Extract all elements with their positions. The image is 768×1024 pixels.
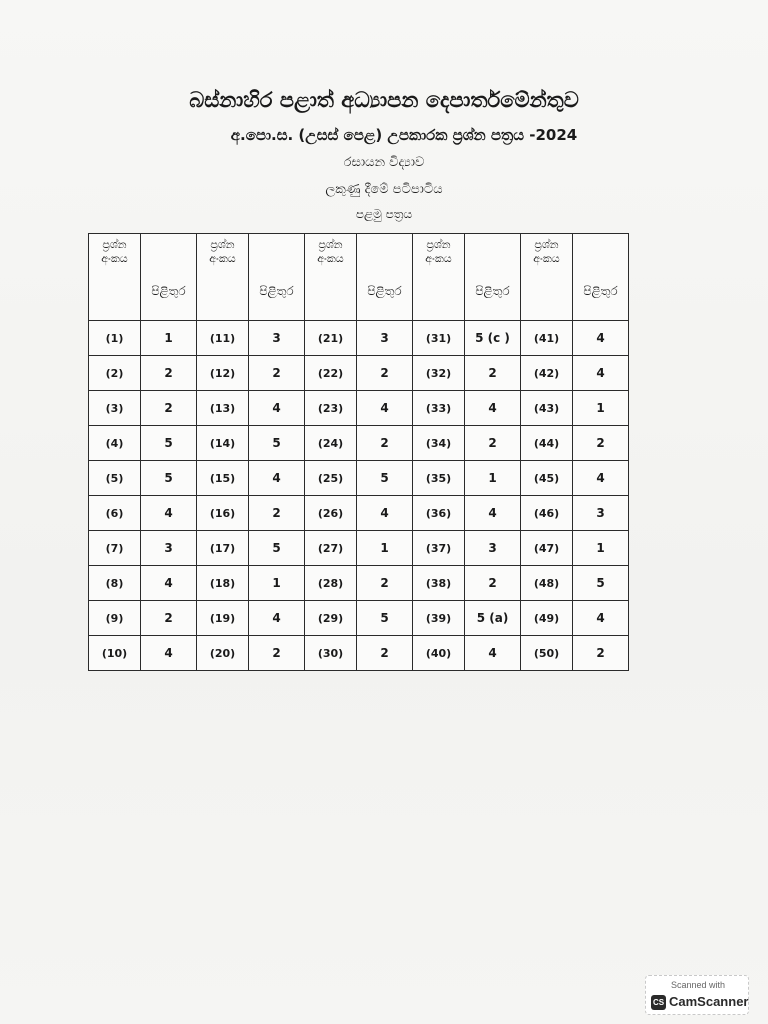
question-number-cell: (4) bbox=[89, 426, 141, 461]
camscanner-badge bbox=[645, 975, 749, 1015]
answer-cell: 4 bbox=[249, 391, 305, 426]
answer-cell: 4 bbox=[465, 391, 521, 426]
question-number-cell: (11) bbox=[197, 321, 249, 356]
question-number-cell: (29) bbox=[305, 601, 357, 636]
question-number-cell: (8) bbox=[89, 566, 141, 601]
question-number-cell: (48) bbox=[521, 566, 573, 601]
answer-cell: 5 bbox=[357, 601, 413, 636]
answer-header: පිළිතුර bbox=[573, 234, 629, 321]
question-number-cell: (9) bbox=[89, 601, 141, 636]
question-number-cell: (24) bbox=[305, 426, 357, 461]
camscanner-logo-icon: CS bbox=[651, 995, 666, 1010]
subject-title: රසායන විද්‍යාව bbox=[343, 155, 425, 170]
question-number-cell: (5) bbox=[89, 461, 141, 496]
table-row bbox=[89, 601, 629, 636]
table-row bbox=[89, 426, 629, 461]
question-number-cell: (20) bbox=[197, 636, 249, 671]
question-number-cell: (16) bbox=[197, 496, 249, 531]
answer-cell: 5 bbox=[141, 426, 197, 461]
answer-cell: 1 bbox=[141, 321, 197, 356]
question-number-cell: (13) bbox=[197, 391, 249, 426]
question-number-cell: (17) bbox=[197, 531, 249, 566]
answer-cell: 2 bbox=[357, 426, 413, 461]
table-body bbox=[89, 321, 629, 671]
question-number-cell: (42) bbox=[521, 356, 573, 391]
answer-cell: 1 bbox=[573, 531, 629, 566]
question-number-cell: (26) bbox=[305, 496, 357, 531]
answer-cell: 2 bbox=[249, 356, 305, 391]
answer-cell: 4 bbox=[141, 566, 197, 601]
table-row bbox=[89, 496, 629, 531]
answer-cell: 2 bbox=[357, 636, 413, 671]
exam-title: අ.පො.ස. (උසස් පෙළ) උපකාරක ප්‍රශ්න පත්‍රය -2024 bbox=[230, 126, 578, 144]
question-number-cell: (10) bbox=[89, 636, 141, 671]
answer-cell: 3 bbox=[249, 321, 305, 356]
question-number-cell: (30) bbox=[305, 636, 357, 671]
table-row bbox=[89, 566, 629, 601]
question-number-cell: (49) bbox=[521, 601, 573, 636]
table-row bbox=[89, 531, 629, 566]
question-number-cell: (25) bbox=[305, 461, 357, 496]
answer-header: පිළිතුර bbox=[141, 234, 197, 321]
question-number-cell: (27) bbox=[305, 531, 357, 566]
answer-cell: 1 bbox=[357, 531, 413, 566]
answer-header: පිළිතුර bbox=[465, 234, 521, 321]
answer-cell: 5 (a) bbox=[465, 601, 521, 636]
badge-caption: Scanned with bbox=[670, 980, 726, 990]
answer-cell: 2 bbox=[141, 601, 197, 636]
department-title: බස්නාහිර පළාත් අධ්‍යාපන දෙපාර්තමේන්තුව bbox=[189, 88, 579, 112]
question-number-cell: (33) bbox=[413, 391, 465, 426]
question-number-cell: (7) bbox=[89, 531, 141, 566]
answer-cell: 4 bbox=[141, 636, 197, 671]
badge-brand-name: CamScanner bbox=[669, 994, 749, 1009]
question-number-header: ප්‍රශ්න අංකය bbox=[89, 234, 141, 321]
question-number-cell: (38) bbox=[413, 566, 465, 601]
question-number-cell: (39) bbox=[413, 601, 465, 636]
question-number-cell: (43) bbox=[521, 391, 573, 426]
answer-cell: 3 bbox=[573, 496, 629, 531]
question-number-cell: (21) bbox=[305, 321, 357, 356]
question-number-cell: (3) bbox=[89, 391, 141, 426]
question-number-cell: (35) bbox=[413, 461, 465, 496]
question-number-cell: (40) bbox=[413, 636, 465, 671]
answer-cell: 2 bbox=[465, 426, 521, 461]
answer-cell: 2 bbox=[573, 426, 629, 461]
answer-table bbox=[88, 233, 629, 671]
answer-cell: 4 bbox=[249, 601, 305, 636]
question-number-cell: (19) bbox=[197, 601, 249, 636]
answer-cell: 2 bbox=[249, 496, 305, 531]
question-number-cell: (15) bbox=[197, 461, 249, 496]
question-number-cell: (45) bbox=[521, 461, 573, 496]
table-row bbox=[89, 356, 629, 391]
question-number-header: ප්‍රශ්න අංකය bbox=[197, 234, 249, 321]
answer-cell: 5 bbox=[141, 461, 197, 496]
answer-cell: 3 bbox=[141, 531, 197, 566]
answer-cell: 4 bbox=[357, 496, 413, 531]
marking-scheme-title: ලකුණු දීමේ පටිපාටිය bbox=[325, 182, 443, 197]
answer-cell: 4 bbox=[573, 356, 629, 391]
question-number-cell: (46) bbox=[521, 496, 573, 531]
answer-cell: 3 bbox=[357, 321, 413, 356]
answer-cell: 2 bbox=[141, 391, 197, 426]
question-number-header: ප්‍රශ්න අංකය bbox=[305, 234, 357, 321]
question-number-cell: (2) bbox=[89, 356, 141, 391]
question-number-cell: (23) bbox=[305, 391, 357, 426]
answer-cell: 2 bbox=[357, 566, 413, 601]
answer-cell: 2 bbox=[465, 566, 521, 601]
table-row bbox=[89, 391, 629, 426]
question-number-cell: (47) bbox=[521, 531, 573, 566]
question-number-header: ප්‍රශ්න අංකය bbox=[521, 234, 573, 321]
question-number-cell: (50) bbox=[521, 636, 573, 671]
question-number-cell: (32) bbox=[413, 356, 465, 391]
question-number-cell: (6) bbox=[89, 496, 141, 531]
question-number-cell: (14) bbox=[197, 426, 249, 461]
answer-header: පිළිතුර bbox=[249, 234, 305, 321]
answer-cell: 4 bbox=[465, 636, 521, 671]
answer-cell: 5 bbox=[249, 426, 305, 461]
question-number-cell: (36) bbox=[413, 496, 465, 531]
answer-cell: 4 bbox=[249, 461, 305, 496]
answer-header: පිළිතුර bbox=[357, 234, 413, 321]
answer-cell: 4 bbox=[141, 496, 197, 531]
answer-cell: 1 bbox=[573, 391, 629, 426]
answer-cell: 4 bbox=[465, 496, 521, 531]
answer-cell: 4 bbox=[573, 601, 629, 636]
table-row bbox=[89, 636, 629, 671]
table-row bbox=[89, 461, 629, 496]
answer-cell: 2 bbox=[465, 356, 521, 391]
answer-cell: 5 (c ) bbox=[465, 321, 521, 356]
question-number-cell: (31) bbox=[413, 321, 465, 356]
answer-cell: 2 bbox=[249, 636, 305, 671]
answer-cell: 2 bbox=[357, 356, 413, 391]
question-number-cell: (1) bbox=[89, 321, 141, 356]
question-number-cell: (41) bbox=[521, 321, 573, 356]
question-number-header: ප්‍රශ්න අංකය bbox=[413, 234, 465, 321]
answer-cell: 5 bbox=[249, 531, 305, 566]
question-number-cell: (44) bbox=[521, 426, 573, 461]
answer-cell: 1 bbox=[465, 461, 521, 496]
answer-cell: 3 bbox=[465, 531, 521, 566]
answer-cell: 2 bbox=[141, 356, 197, 391]
answer-cell: 4 bbox=[573, 321, 629, 356]
question-number-cell: (22) bbox=[305, 356, 357, 391]
question-number-cell: (12) bbox=[197, 356, 249, 391]
paper-title: පළමු පත්‍රය bbox=[355, 207, 413, 221]
answer-cell: 1 bbox=[249, 566, 305, 601]
table-header-row bbox=[89, 234, 629, 321]
answer-cell: 4 bbox=[357, 391, 413, 426]
answer-cell: 5 bbox=[573, 566, 629, 601]
answer-cell: 2 bbox=[573, 636, 629, 671]
question-number-cell: (28) bbox=[305, 566, 357, 601]
question-number-cell: (37) bbox=[413, 531, 465, 566]
question-number-cell: (34) bbox=[413, 426, 465, 461]
question-number-cell: (18) bbox=[197, 566, 249, 601]
answer-cell: 4 bbox=[573, 461, 629, 496]
answer-cell: 5 bbox=[357, 461, 413, 496]
table-row bbox=[89, 321, 629, 356]
